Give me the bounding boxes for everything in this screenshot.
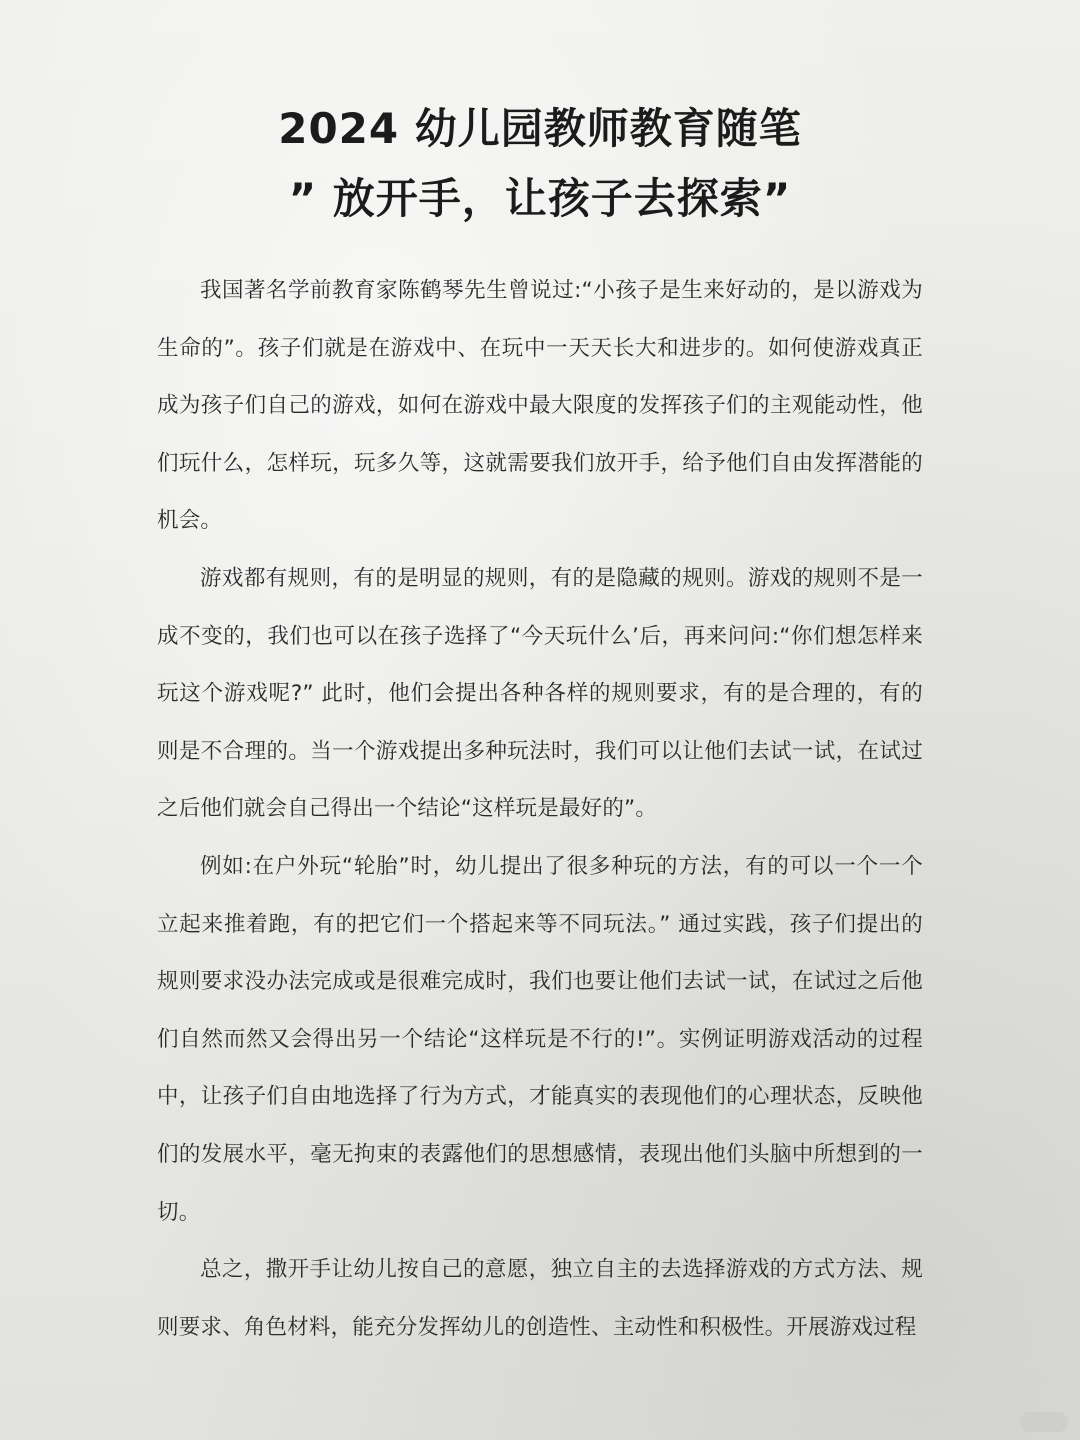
paragraph: 总之，撒开手让幼儿按自己的意愿，独立自主的去选择游戏的方式方法、规则要求、角色材料，能充分发挥幼儿的创造性、主动性和积极性。开展游戏过程 bbox=[157, 1257, 923, 1340]
paragraph: 游戏都有规则，有的是明显的规则，有的是隐藏的规则。游戏的规则不是一成不变的，我们也可以在孩子选择了“今天玩什么’后，再来问问:“你们想怎样来玩这个游戏呢?” 此时，他们会提出各种各样的规则要求，有的是合理的，有的则是不合理的。当一个游戏提出多种玩法时，我们可以让他们去试一试，在试过之后他们就会自己得出一个结论“这样玩是最好的”。 bbox=[157, 565, 923, 822]
paragraph: 我国著名学前教育家陈鹤琴先生曾说过:“小孩子是生来好动的，是以游戏为生命的”。孩子们就是在游戏中、在玩中一天天长大和进步的。如何使游戏真正成为孩子们自己的游戏，如何在游戏中最大限度的发挥孩子们的主观能动性，他们玩什么，怎样玩，玩多久等，这就需要我们放开手，给予他们自由发挥潜能的机会。 bbox=[157, 278, 923, 534]
watermark-logo bbox=[1020, 1412, 1068, 1432]
paragraph: 例如:在户外玩“轮胎”时，幼儿提出了很多种玩的方法，有的可以一个一个立起来推着跑，有的把它们一个搭起来等不同玩法。” 通过实践，孩子们提出的规则要求没办法完成或是很难完成时，我们也要让他们去试一试，在试过之后他们自然而然又会得出另一个结论“这样玩是不行的!”。实例证明游戏活动的过程中，让孩子们自由地选择了行为方式，才能真实的表现他们的心理状态，反映他们的发展水平，毫无拘束的表露他们的思想感情，表现出他们头脑中所想到的一切。 bbox=[157, 853, 923, 1225]
document-body bbox=[157, 262, 923, 1356]
title-line-1: 2024 幼儿园教师教育随笔 bbox=[278, 104, 802, 153]
document-title bbox=[0, 98, 1080, 230]
title-line-2: ” 放开手，让孩子去探索” bbox=[288, 174, 792, 223]
